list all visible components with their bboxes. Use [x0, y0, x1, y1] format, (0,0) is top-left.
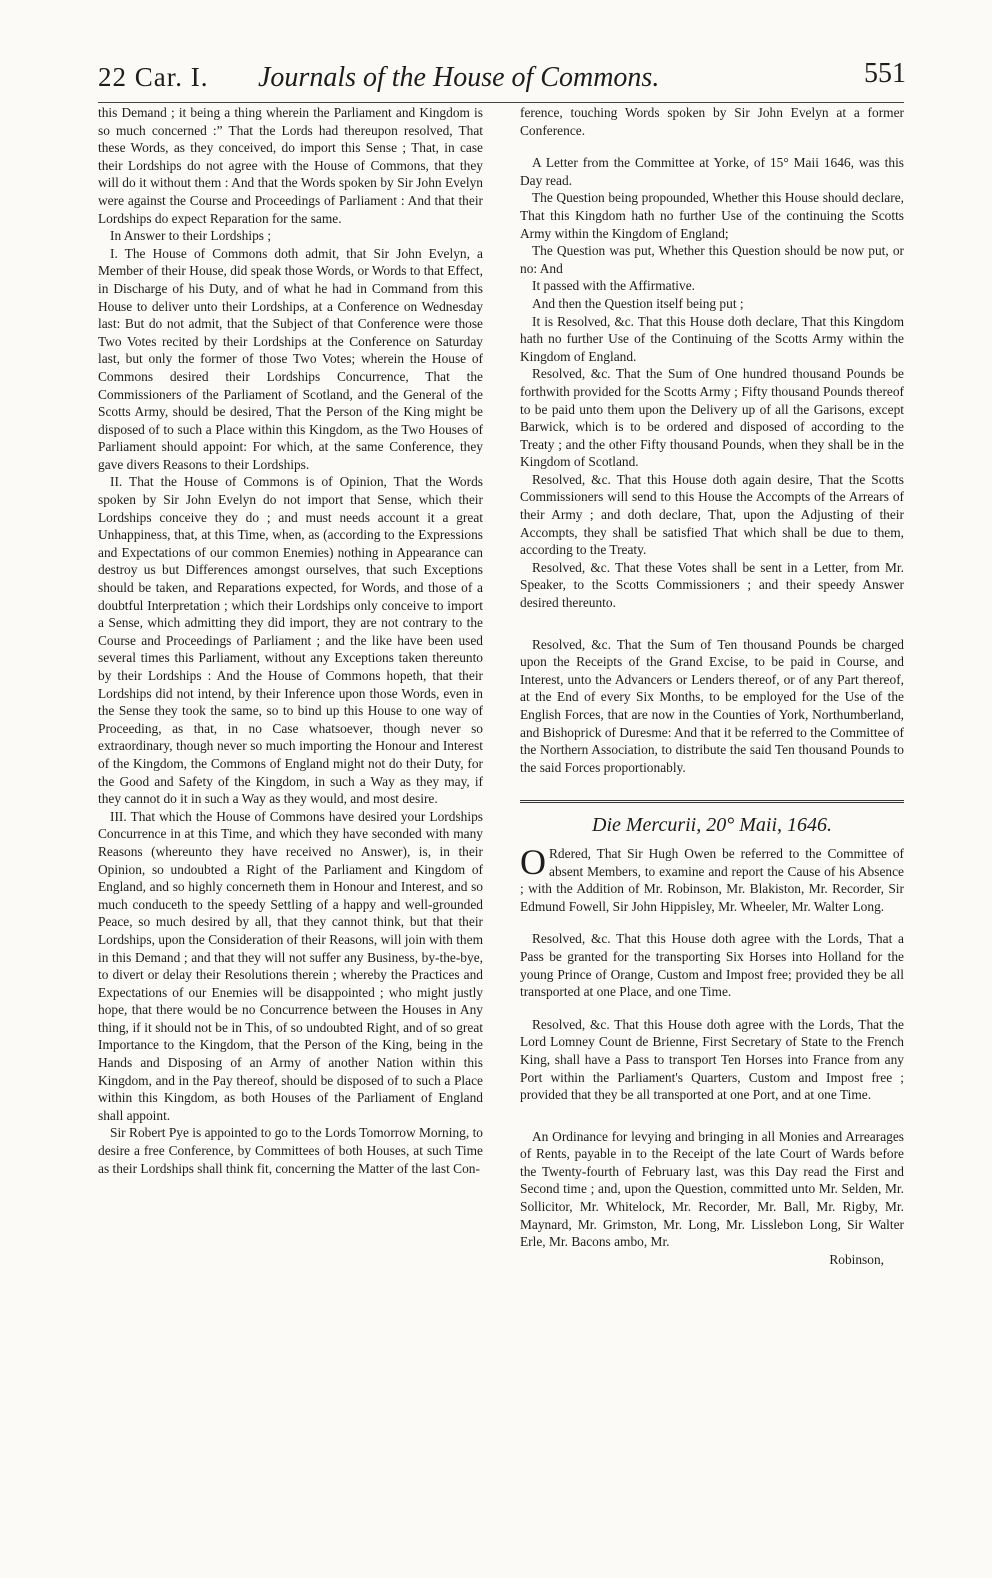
paragraph: Resolved, &c. That the Sum of Ten thousand Pounds be charged upon the Receipts of the Grand Excise, to be paid in Course, and Interest, unto the Advancers or Lenders thereof, or of any Part thereof, at the End of every Six Months, to be employed for the Use of the English Forces, that are now in the Counties of York, Northumberland, and Bishoprick of Duresme: And that it be referred to the Committee of the Northern Association, to distribute the said Ten thousand Pounds to the said Forces proportionably. — [520, 636, 904, 775]
paragraph: And then the Question itself being put ; — [532, 295, 744, 311]
day-heading: Die Mercurii, 20° Maii, 1646. — [592, 814, 832, 837]
paragraph: The Question being propounded, Whether this House should declare, That this Kingdom hath no further Use of the continuing the Scotts Army within the Kingdom of England; — [520, 190, 904, 241]
paragraph-text: Rdered, That Sir Hugh Owen be referred to the Committee of absent Members, to examine and report the Cause of his Absence ; with the Addition of Mr. Robinson, Mr. Blakiston, Mr. Recorder, Sir Edmund Fowell, Sir John Hippisley, Mr. Wheeler, Mr. Walter Long. — [520, 845, 904, 914]
paragraph: II. That the House of Commons is of Opinion, That the Words spoken by Sir John Evelyn do not import that Sense, which their Lordships conceive they do ; and must needs account it a great Unhappiness, that, at this Time, when, as (according to the Expressions and Expectations of our common Enemies) nothing in Appearance can destroy us but Differences amongst ourselves, that such Exceptions should be taken, and Reparations expected, for Words, and those of a doubtful Interpretation ; which their Lordships only conceive to import a Sense, which admitting they did import, they are not contrary to the Course and Proceedings of Parliament ; and the like have been used several times this Parliament, without any Exceptions taken thereunto by their Lordships : And the House of Commons hopeth, that their Lordships did not intend, by their Inference upon those Words, even in the Sense they took the same, so to bind up this House to one way of Proceeding, as that, in no Case whatsoever, though never so extraordinary, though never so much importing the Honour and Interest of the Kingdom, the Commons of England might not do their Duty, for the Good and Safety of the Kingdom, in such a Way as they may, if they cannot do it in such a Way as they would, and most desire. — [98, 474, 483, 807]
journal-title: Journals of the House of Commons. — [258, 62, 660, 93]
right-column — [520, 104, 904, 1564]
section-divider — [520, 800, 904, 803]
paragraph: The Question was put, Whether this Question should be now put, or no: And — [520, 243, 904, 276]
paragraph — [520, 841, 904, 915]
paragraph: ference, touching Words spoken by Sir John Evelyn at a former Conference. — [520, 105, 904, 138]
paragraph: It is Resolved, &c. That this House doth declare, That this Kingdom hath no further Use of the Continuing of the Scotts Army within the Kingdom of England. — [520, 313, 904, 364]
paragraph: Sir Robert Pye is appointed to go to the Lords Tomorrow Morning, to desire a free Conference, by Committees of both Houses, at such Time as their Lordships shall think fit, concerning the Matter of the last Con- — [98, 1125, 483, 1176]
paragraph: Resolved, &c. That this House doth agree with the Lords, That a Pass be granted for the transporting Six Horses into Holland for the young Prince of Orange, Custom and Impost free; provided they be all transported at one Place, and one Time. — [520, 931, 904, 1000]
left-column — [98, 104, 483, 1564]
paragraph: I. The House of Commons doth admit, that Sir John Evelyn, a Member of their House, did speak those Words, or Words to that Effect, in Discharge of his Duty, and of what he had in Command from this House to deliver unto their Lordships, at a Conference on Wednesday last: But do not admit, that the Subject of that Conference were those Two Votes recited by their Lordships at the Conference on Saturday last, but only the former of those Two Votes; wherein the House of Commons desired their Lordships Concurrence, That the Commissioners of the Parliament of Scotland, and the General of the Scotts Army, should be desired, That the Person of the King might be disposed of to such a Place within this Kingdom, as the Two Houses of Parliament should appoint: For which, at the same Conference, they gave divers Reasons to their Lordships. — [98, 245, 483, 472]
header-rule — [98, 102, 904, 103]
page-number: 551 — [864, 58, 906, 89]
catchword: Robinson, — [829, 1251, 884, 1267]
paragraph: It passed with the Affirmative. — [532, 278, 696, 294]
paragraph: A Letter from the Committee at Yorke, of 15° Maii 1646, was this Day read. — [520, 155, 904, 188]
paragraph: Resolved, &c. That these Votes shall be sent in a Letter, from Mr. Speaker, to the Scotts Commissioners ; and their speedy Answer desired thereunto. — [520, 559, 904, 611]
paragraph: In Answer to their Lordships ; — [110, 228, 272, 244]
paragraph: Resolved, &c. That the Sum of One hundred thousand Pounds be forthwith provided for the Scotts Army ; Fifty thousand Pounds thereof to be paid unto them upon the Delivery up of all the Garisons, except Barwick, which is to be ordered and disposed of according to the Treaty ; and the other Fifty thousand Pounds, when they shall be in the Kingdom of Scotland. — [520, 366, 904, 470]
paragraph: this Demand ; it being a thing wherein the Parliament and Kingdom is so much concerned :” That the Lords had thereupon resolved, That these Words, as they conceived, do import this Sense ; That, in case their Lordships do not agree with the House of Commons, that they will do it without them : And that the Words spoken by Sir John Evelyn were against the Course and Proceedings of Parliament : And that their Lordships do expect Reparation for the same. — [98, 105, 483, 226]
page-header — [98, 58, 906, 102]
paragraph: An Ordinance for levying and bringing in all Monies and Arrearages of Rents, payable in to the Receipt of the late Court of Wards before the Twenty-fourth of February last, was this Day read the First and Second time ; and, upon the Question, committed unto Mr. Selden, Mr. Sollicitor, Mr. Whitelock, Mr. Recorder, Mr. Ball, Mr. Rigby, Mr. Maynard, Mr. Grimston, Mr. Long, Mr. Lisslebon Long, Sir Walter Erle, Mr. Bacons ambo, Mr. — [520, 1128, 904, 1250]
paragraph: III. That which the House of Commons have desired your Lordships Concurrence in at this Time, and which they have seconded with many Reasons (whereunto they have received no Answer), is, in their Opinion, so undoubted a Right of the Parliament and Kingdom of England, and so highly concerneth them in Honour and Interest, and so much conduceth to the speedy Settling of a happy and well-grounded Peace, so much desired by all, that they cannot think, but that their Lordships, upon the Consideration of their Reasons, will join with them in this Demand ; and that they will not suffer any Business, by-the-bye, to divert or delay their Resolutions therein ; whereby the Practices and Expectations of our Enemies will be disappointed ; who might justly hope, that there would be no Concurrence between the Houses in Any thing, if it should not be in This, of so undoubted Right, and of so great Importance to the Kingdom, that the Person of the King, being in the Hands and Disposing of an Army of another Nation within this Kingdom, and in the Pay thereof, should be disposed of to such a Place within this Kingdom, as both Houses of the Parliament of England shall appoint. — [98, 808, 483, 1123]
regnal-year: 22 Car. I. — [98, 62, 209, 92]
paragraph: Resolved, &c. That this House doth agree with the Lords, That the Lord Lomney Count de Brienne, First Secretary of State to the French King, shall have a Pass to transport Ten Horses into France from any Port within the Parliament's Quarters, Custom and Impost free ; provided that they be all transported at one Port, and at one Time. — [520, 1016, 904, 1103]
paragraph: Resolved, &c. That this House doth again desire, That the Scotts Commissioners will send to this House the Accompts of the Arrears of their Army ; and doth declare, That, upon the Adjusting of their Accompts, they shall be satisfied That which shall be due to them, according to the Treaty. — [520, 471, 904, 558]
drop-cap: O — [520, 841, 546, 882]
